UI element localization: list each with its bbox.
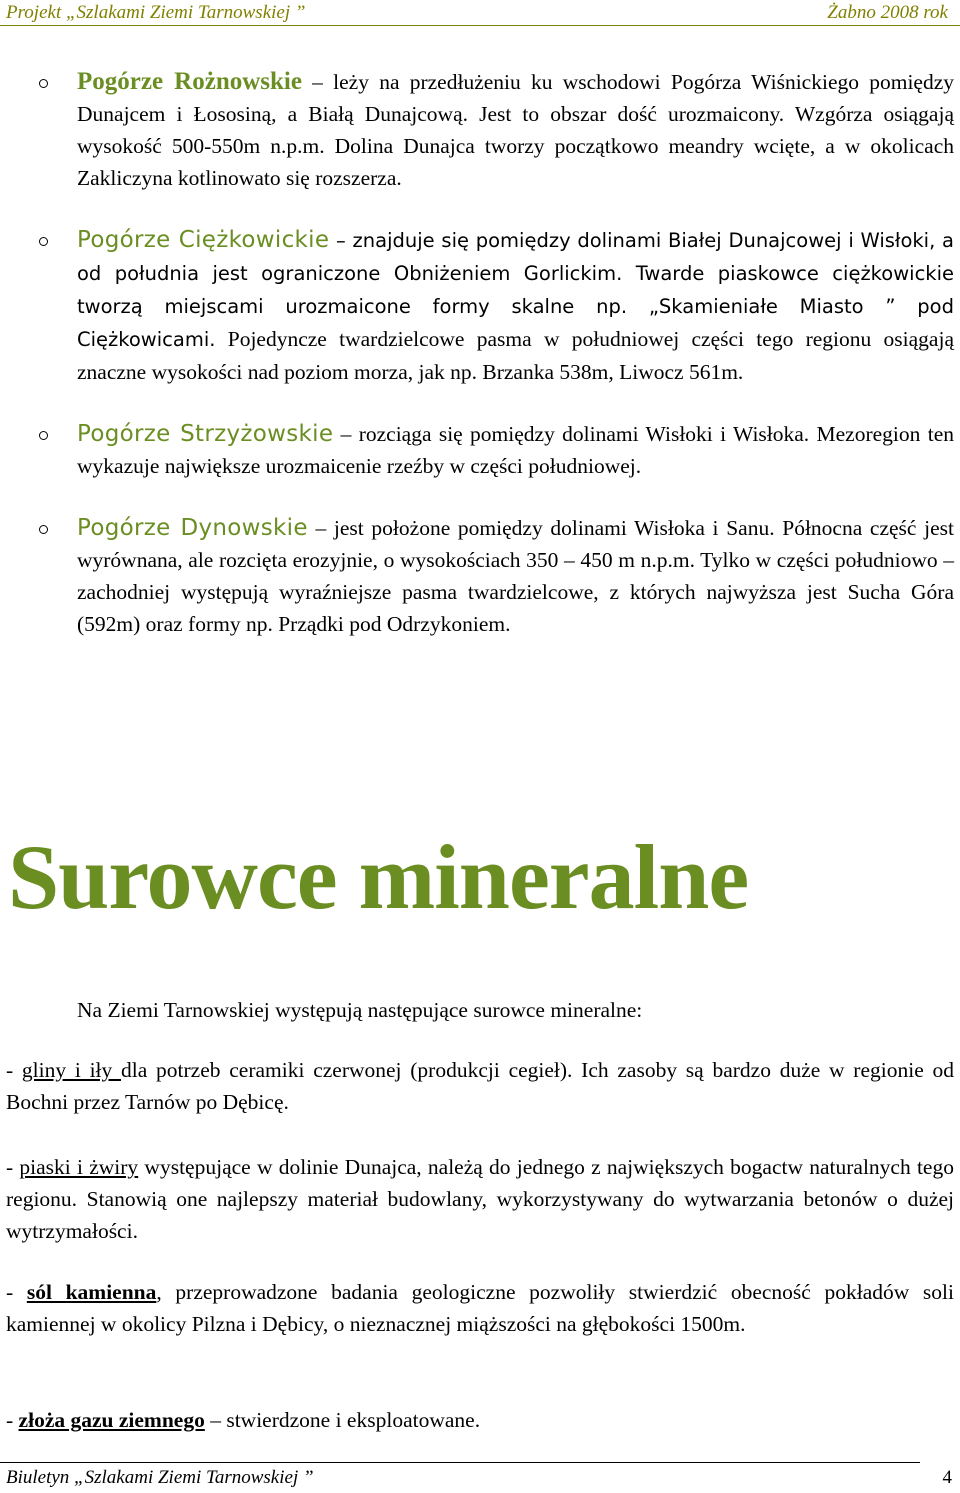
- mineral-description: występujące w dolinie Dunajca, należą do jednego z największych bogactw naturalnych tego regionu. Stanowią one najlepszy materiał budowlany, wykorzystywany do wytwarzania betonów o dużej wytrzymałości.: [6, 1155, 954, 1243]
- mineral-description: , przeprowadzone badania geologiczne pozwoliły stwierdzić obecność pokładów soli kamiennej w okolicy Pilzna i Dębicy, o nieznacznej miąższości na głębokości 1500m.: [6, 1280, 954, 1336]
- mineral-dash: -: [6, 1280, 27, 1304]
- mineral-term: piaski i żwiry: [19, 1155, 139, 1179]
- mineral-item-gaz: [6, 1404, 954, 1436]
- section-intro: Na Ziemi Tarnowskiej występują następujące surowce mineralne:: [77, 998, 643, 1022]
- region-description: – rozciąga się pomiędzy dolinami Wisłoki i Wisłoka. Mezoregion ten wykazuje największe urozmaicenie rzeźby w części południowej.: [77, 422, 954, 478]
- page-header: [0, 0, 960, 26]
- page-footer: [0, 1462, 960, 1493]
- bullet-icon: [39, 431, 48, 440]
- region-description: – leży na przedłużeniu ku wschodowi Pogórza Wiśnickiego pomiędzy Dunajcem i Łososiną, a Białą Dunajcową. Jest to obszar dość urozmaicony. Wzgórza osiągają wysokość 500-550m n.p.m. Dolina Dunajca tworzy początkowo meandry wcięte, a w okolicach Zakliczyna kotlinowato się rozszerza.: [77, 70, 955, 190]
- section-heading: Surowce mineralne: [8, 826, 749, 928]
- region-item-strzyzowskie: [0, 418, 960, 482]
- mineral-dash: -: [6, 1155, 20, 1179]
- mineral-dash: -: [6, 1408, 19, 1432]
- region-description: – znajduje się pomiędzy dolinami Białej Dunajcowej i Wisłoki, a od południa jest ograniczone Obniżeniem Gorlickim. Twarde piaskowce ciężkowickie tworzą miejscami urozmaicone formy skalne np. „Skamieniałe Miasto ” pod Ciężkowicami.: [77, 229, 955, 351]
- mineral-item-sol: [6, 1276, 954, 1340]
- mineral-item-gliny: [6, 1054, 954, 1118]
- footer-rule: [0, 1462, 920, 1463]
- region-description-continued: Pojedyncze twardzielcowe pasma w południowej części tego regionu osiągają znaczne wysokości nad poziom morza, jak np. Brzanka 538m, Liwocz 561m.: [77, 327, 954, 384]
- mineral-term: złoża gazu ziemnego: [18, 1408, 205, 1432]
- bullet-icon: [39, 525, 48, 534]
- region-item-roznowskie: [0, 66, 960, 194]
- bullet-icon: [39, 237, 48, 246]
- region-title: Pogórze Dynowskie: [77, 515, 308, 541]
- region-item-dynowskie: [0, 512, 960, 640]
- header-project-title: Projekt „Szlakami Ziemi Tarnowskiej ”: [6, 2, 306, 23]
- region-item-ciezkowickie: [0, 224, 960, 388]
- mineral-description: – stwierdzone i eksploatowane.: [204, 1408, 481, 1432]
- mineral-item-piaski: [6, 1151, 954, 1247]
- footer-bulletin-title: Biuletyn „Szlakami Ziemi Tarnowskiej ”: [6, 1467, 314, 1488]
- header-rule: [0, 25, 960, 26]
- region-description: – jest położone pomiędzy dolinami Wisłoka i Sanu. Północna część jest wyrównana, ale rozcięta erozyjnie, o wysokościach 350 – 450 m n.p.m. Tylko w części południowo – zachodniej występują wyraźniejsze pasma twardzielcowe, z których najwyższa jest Sucha Góra (592m) oraz formy np. Prządki pod Odrzykoniem.: [77, 516, 954, 636]
- region-title: Pogórze Ciężkowickie: [77, 227, 330, 253]
- bullet-icon: [39, 79, 48, 88]
- mineral-term: gliny i iły: [21, 1058, 122, 1082]
- mineral-description: dla potrzeb ceramiki czerwonej (produkcji cegieł). Ich zasoby są bardzo duże w regionie od Bochni przez Tarnów po Dębicę.: [6, 1058, 954, 1114]
- page-number: 4: [942, 1467, 952, 1488]
- header-date: Żabno 2008 rok: [827, 2, 948, 23]
- regions-list: [0, 66, 960, 670]
- region-title: Pogórze Strzyżowskie: [77, 421, 334, 447]
- region-title: Pogórze Rożnowskie: [77, 68, 302, 95]
- mineral-dash: -: [6, 1058, 22, 1082]
- mineral-term: sól kamienna: [26, 1280, 157, 1304]
